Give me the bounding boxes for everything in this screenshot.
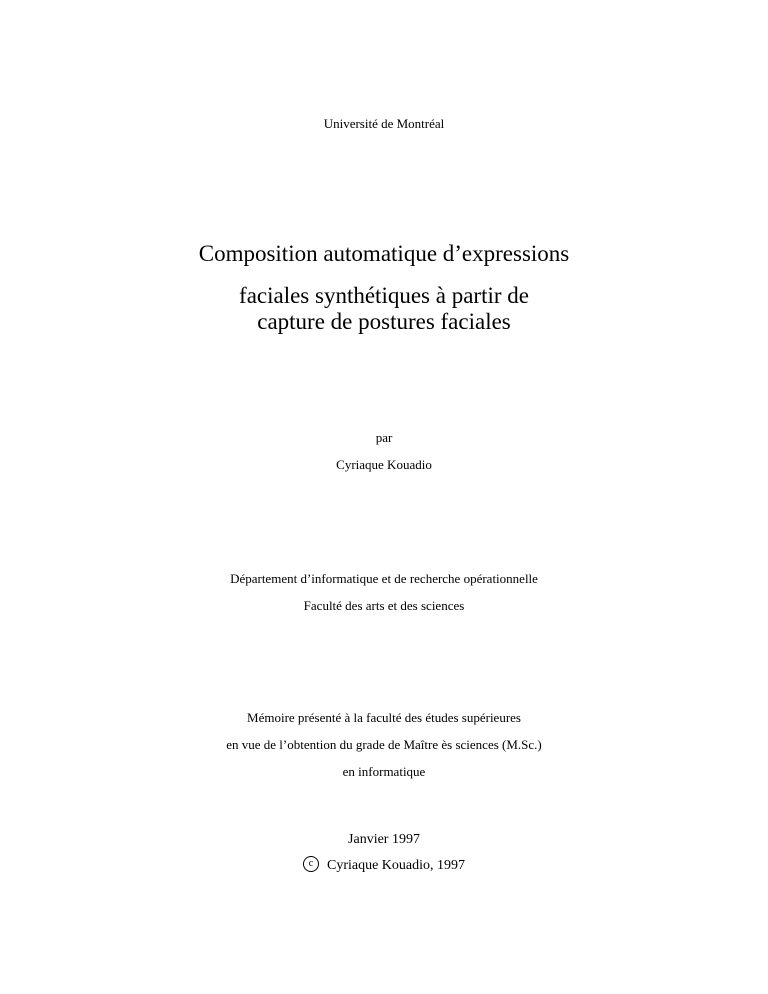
copyright-notice — [0, 858, 768, 874]
faculty-name: Faculté des arts et des sciences — [303, 598, 465, 613]
copyright-icon: c — [303, 856, 319, 872]
memoire-statement-line-2: en vue de l’obtention du grade de Maître ès sciences (M.Sc.) — [226, 737, 542, 752]
thesis-title-line-3: capture de postures faciales — [257, 309, 511, 334]
by-label: par — [375, 430, 393, 445]
copyright-text: Cyriaque Kouadio, 1997 — [326, 858, 466, 874]
thesis-title-line-1: Composition automatique d’expressions — [198, 241, 570, 266]
author-name: Cyriaque Kouadio — [336, 457, 432, 472]
university-name: Université de Montréal — [323, 116, 445, 131]
submission-date: Janvier 1997 — [348, 832, 420, 847]
department-name: Département d’informatique et de recherche opérationnelle — [230, 571, 538, 586]
thesis-title-line-2: faciales synthétiques à partir de — [239, 283, 529, 308]
memoire-statement-line-3: en informatique — [342, 764, 426, 779]
memoire-statement-line-1: Mémoire présenté à la faculté des études supérieures — [247, 710, 521, 725]
